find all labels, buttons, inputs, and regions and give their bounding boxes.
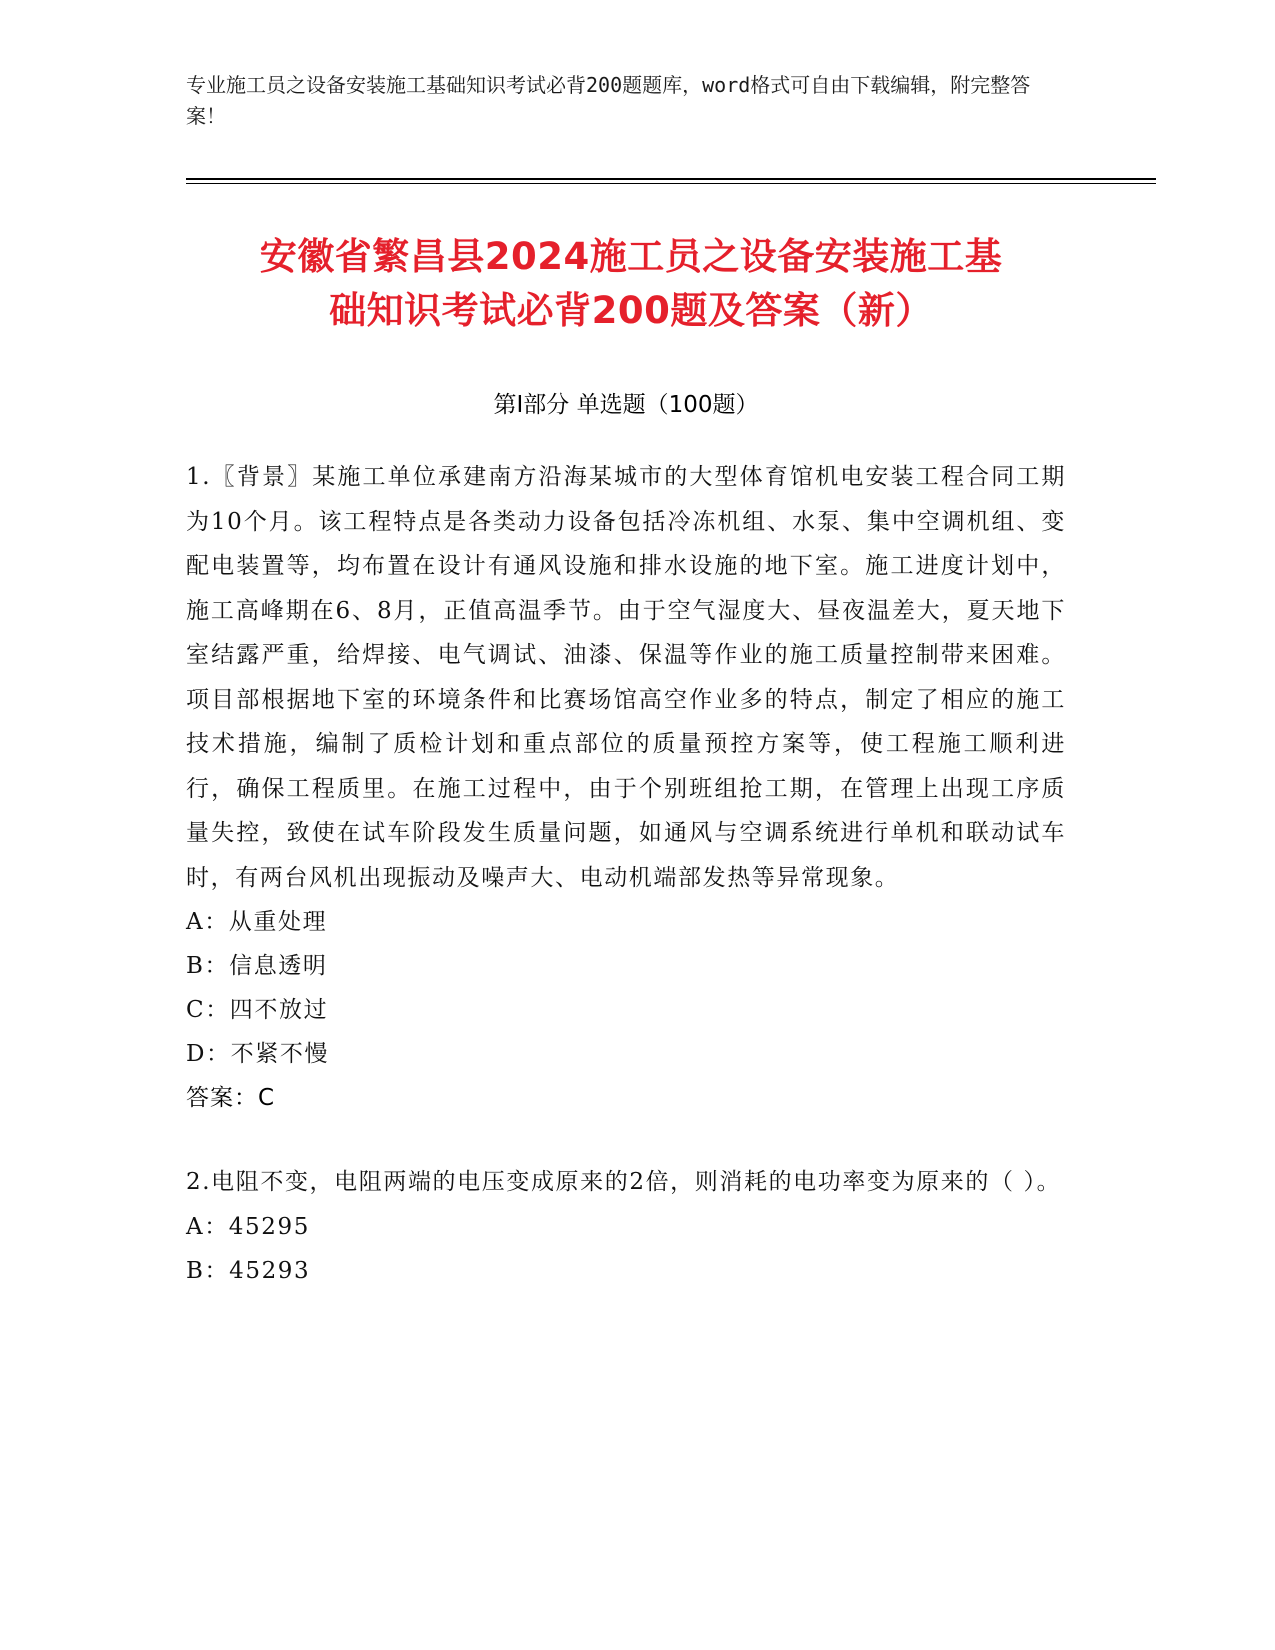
option-d: D：不紧不慢	[186, 1041, 330, 1067]
question-2	[186, 1160, 1066, 1293]
document-title-line-1: 安徽省繁昌县2024施工员之设备安装施工基	[259, 235, 1003, 278]
answer: 答案：C	[186, 1085, 276, 1111]
option-a: A：45295	[186, 1213, 310, 1240]
question-stem: 2.电阻不变，电阻两端的电压变成原来的2倍，则消耗的电功率变为原来的（ ）。	[186, 1169, 1062, 1195]
document-title	[176, 230, 1086, 338]
option-b: B：45293	[186, 1257, 311, 1284]
question-stem: 1.〖背景〗某施工单位承建南方沿海某城市的大型体育馆机电安装工程合同工期为10个月。该工程特点是各类动力设备包括冷冻机组、水泵、集中空调机组、变配电装置等，均布置在设计有通风设施和排水设施的地下室。施工进度计划中，施工高峰期在6、8月，正值高温季节。由于空气湿度大、昼夜温差大，夏天地下室结露严重，给焊接、电气调试、油漆、保温等作业的施工质量控制带来困难。项目部根据地下室的环境条件和比赛场馆高空作业多的特点，制定了相应的施工技术措施，编制了质检计划和重点部位的质量预控方案等，使工程施工顺利进行，确保工程质里。在施工过程中，由于个别班组抢工期，在管理上出现工序质量失控，致使在试车阶段发生质量问题，如通风与空调系统进行单机和联动试车时，有两台风机出现振动及噪声大、电动机端部发热等异常现象。	[186, 464, 1066, 891]
header-divider-thin	[186, 183, 1156, 184]
question-1	[186, 455, 1066, 1120]
section-title: 第Ⅰ部分 单选题（100题）	[493, 392, 759, 418]
option-b: B：信息透明	[186, 953, 328, 979]
option-a: A：从重处理	[186, 909, 328, 935]
option-c: C：四不放过	[186, 997, 329, 1023]
document-page	[186, 70, 1156, 1284]
header-divider-thick	[186, 178, 1156, 180]
document-title-line-2: 础知识考试必背200题及答案（新）	[329, 289, 933, 332]
question-list	[186, 455, 1066, 1333]
header-note: 专业施工员之设备安装施工基础知识考试必背200题题库，word格式可自由下载编辑，附完整答案！	[186, 73, 1031, 128]
